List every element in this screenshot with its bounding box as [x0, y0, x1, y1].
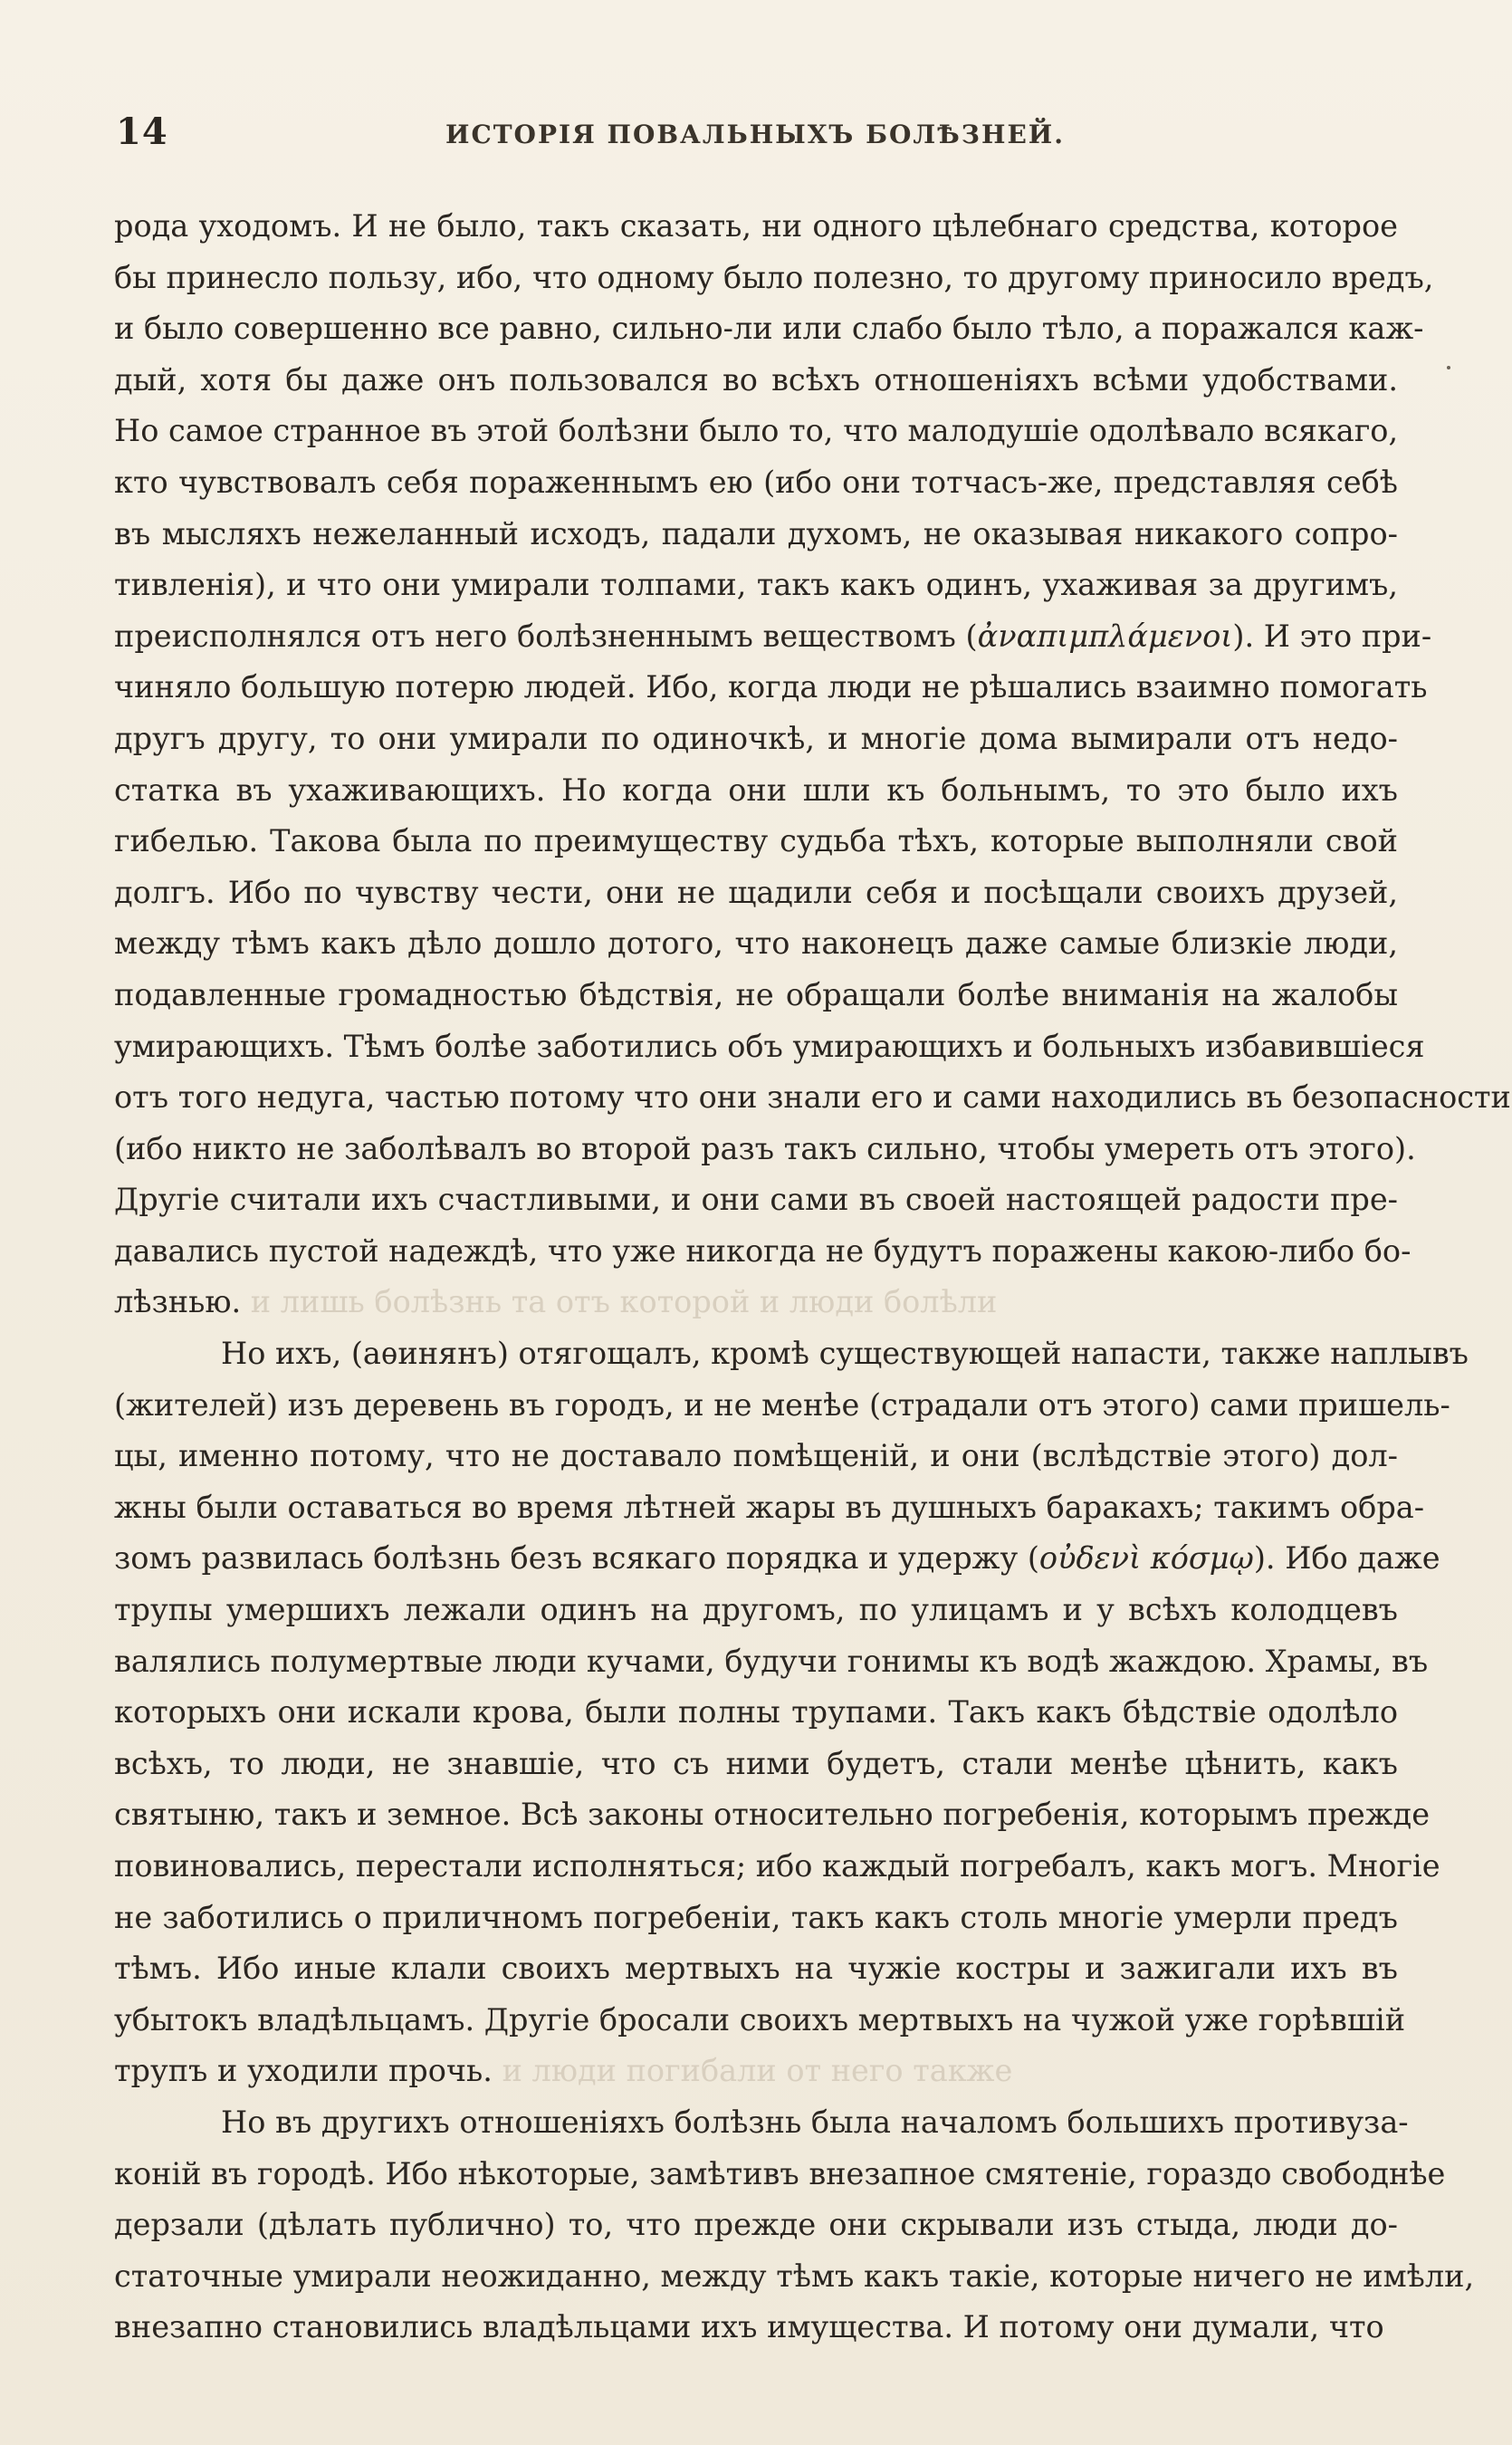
text-line: гибелью. Такова была по преимуществу судьба тѣхъ, которые выполняли свой: [114, 823, 1398, 859]
text-line: долгъ. Ибо по чувству чести, они не щадили себя и посѣщали своихъ друзей,: [114, 874, 1398, 910]
text-line: трупы умершихъ лежали одинъ на другомъ, по улицамъ и у всѣхъ колодцевъ: [114, 1592, 1398, 1628]
bleed-through-text: и люди погибали от него также: [492, 2053, 1013, 2089]
text-line: Но въ другихъ отношеніяхъ болѣзнь была началомъ большихъ противуза-: [221, 2104, 1409, 2140]
text-line: Но самое странное въ этой болѣзни было то, что малодушіе одолѣвало всякаго,: [114, 413, 1399, 449]
text-line: цы, именно потому, что не доставало помѣщеній, и они (вслѣдствіе этого) дол-: [114, 1438, 1398, 1474]
text-line: повиновались, перестали исполняться; ибо каждый погребалъ, какъ могъ. Многіе: [114, 1848, 1440, 1884]
text-line: не заботились о приличномъ погребеніи, такъ какъ столь многіе умерли предъ: [114, 1899, 1398, 1935]
text-line: (жителей) изъ деревень въ городъ, и не менѣе (страдали отъ этого) сами пришель-: [114, 1386, 1450, 1423]
page-header: [112, 110, 1398, 165]
text-line: статочные умирали неожиданно, между тѣмъ какъ такіе, которые ничего не имѣли,: [114, 2258, 1475, 2294]
text-line: тѣмъ. Ибо иные клали своихъ мертвыхъ на чужіе костры и зажигали ихъ въ: [114, 1951, 1398, 1987]
text-line: коній въ городѣ. Ибо нѣкоторые, замѣтивъ внезапное смятеніе, гораздо свободнѣе: [114, 2155, 1446, 2191]
text-line: которыхъ они искали крова, были полны трупами. Такъ какъ бѣдствіе одолѣло: [114, 1694, 1398, 1731]
text-line: статка въ ухаживающихъ. Но когда они шли къ больнымъ, то это было ихъ: [114, 772, 1398, 808]
text-line: Но ихъ, (аѳинянъ) отягощалъ, кромѣ существующей напасти, также наплывъ: [221, 1336, 1469, 1372]
text-line: святыню, такъ и земное. Всѣ законы относительно погребенія, которымъ прежде: [114, 1797, 1431, 1833]
page-number: 14: [116, 110, 168, 153]
text-line: зомъ развилась болѣзнь безъ всякаго порядка и удержу (οὐδενὶ κόσμῳ). Ибо даже: [114, 1540, 1440, 1577]
text-line: Другіе считали ихъ счастливыми, и они сами въ своей настоящей радости пре-: [114, 1182, 1398, 1218]
text-line: (ибо никто не заболѣвалъ во второй разъ такъ сильно, чтобы умереть отъ этого).: [114, 1130, 1416, 1166]
text-line: чиняло большую потерю людей. Ибо, когда люди не рѣшались взаимно помогать: [114, 669, 1428, 705]
text-line: въ мысляхъ нежеланный исходъ, падали духомъ, не оказывая никакого сопро-: [114, 515, 1398, 551]
text-line: рода уходомъ. И не было, такъ сказать, ни одного цѣлебнаго средства, которое: [114, 208, 1398, 244]
text-line: отъ того недуга, частью потому что они знали его и сами находились въ безопасности: [114, 1079, 1511, 1116]
ink-dot: [1447, 366, 1450, 369]
paragraph: [114, 201, 1511, 1328]
bleed-through-text: и лишь болѣзнь та отъ которой и люди болѣли: [241, 1284, 998, 1320]
text-line: дый, хотя бы даже онъ пользовался во всѣхъ отношеніяхъ всѣми удобствами.: [114, 361, 1398, 398]
text-line: и было совершенно все равно, сильно-ли или слабо было тѣло, а поражался каж-: [114, 311, 1424, 347]
text-line: давались пустой надеждѣ, что уже никогда не будутъ поражены какою-либо бо-: [114, 1232, 1412, 1269]
greek-term: οὐδενὶ κόσμῳ: [1038, 1540, 1254, 1577]
text-line: кто чувствовалъ себя пораженнымъ ею (ибо они тотчасъ-же, представляя себѣ: [114, 464, 1398, 500]
text-line: другъ другу, то они умирали по одиночкѣ, и многіе дома вымирали отъ недо-: [114, 720, 1398, 756]
text-line: подавленные громадностью бѣдствія, не обращали болѣе вниманія на жалобы: [114, 976, 1398, 1012]
text-line: умирающихъ. Тѣмъ болѣе заботились объ умирающихъ и больныхъ избавившіеся: [114, 1028, 1425, 1064]
text-line: всѣхъ, то люди, не знавшіе, что съ ними будетъ, стали менѣе цѣнить, какъ: [114, 1745, 1398, 1781]
paragraph: [114, 2097, 1475, 2354]
text-line: убытокъ владѣльцамъ. Другіе бросали своихъ мертвыхъ на чужой уже горѣвшій: [114, 2001, 1406, 2038]
text-line: внезапно становились владѣльцами ихъ имущества. И потому они думали, что: [114, 2309, 1384, 2345]
text-line: между тѣмъ какъ дѣло дошло дотого, что наконецъ даже самые близкіе люди,: [114, 925, 1398, 962]
text-line: тивленія), и что они умирали толпами, такъ какъ одинъ, ухаживая за другимъ,: [114, 567, 1398, 603]
text-line: бы принесло пользу, ибо, что одному было полезно, то другому приносило вредъ,: [114, 259, 1434, 295]
text-line: трупъ и уходили прочь. и люди погибали от него также: [114, 2053, 1013, 2089]
text-line: дерзали (дѣлать публично) то, что прежде они скрывали изъ стыда, люди до-: [114, 2207, 1398, 2243]
text-line: преисполнялся отъ него болѣзненнымъ веществомъ (ἀναπιμπλάμενοι). И это при-: [114, 618, 1432, 654]
running-title: ИСТОРІЯ ПОВАЛЬНЫХЪ БОЛѢЗНЕЙ.: [445, 120, 1065, 149]
body-text: [114, 201, 1511, 2354]
text-line: валялись полумертвые люди кучами, будучи гонимы къ водѣ жаждою. Храмы, въ: [114, 1643, 1429, 1679]
paragraph: [114, 1328, 1469, 2097]
text-line: жны были оставаться во время лѣтней жары въ душныхъ баракахъ; такимъ обра-: [114, 1489, 1425, 1525]
text-line: лѣзнью. и лишь болѣзнь та отъ которой и люди болѣли: [114, 1284, 998, 1320]
greek-term: ἀναπιμπλάμενοι: [977, 618, 1233, 654]
